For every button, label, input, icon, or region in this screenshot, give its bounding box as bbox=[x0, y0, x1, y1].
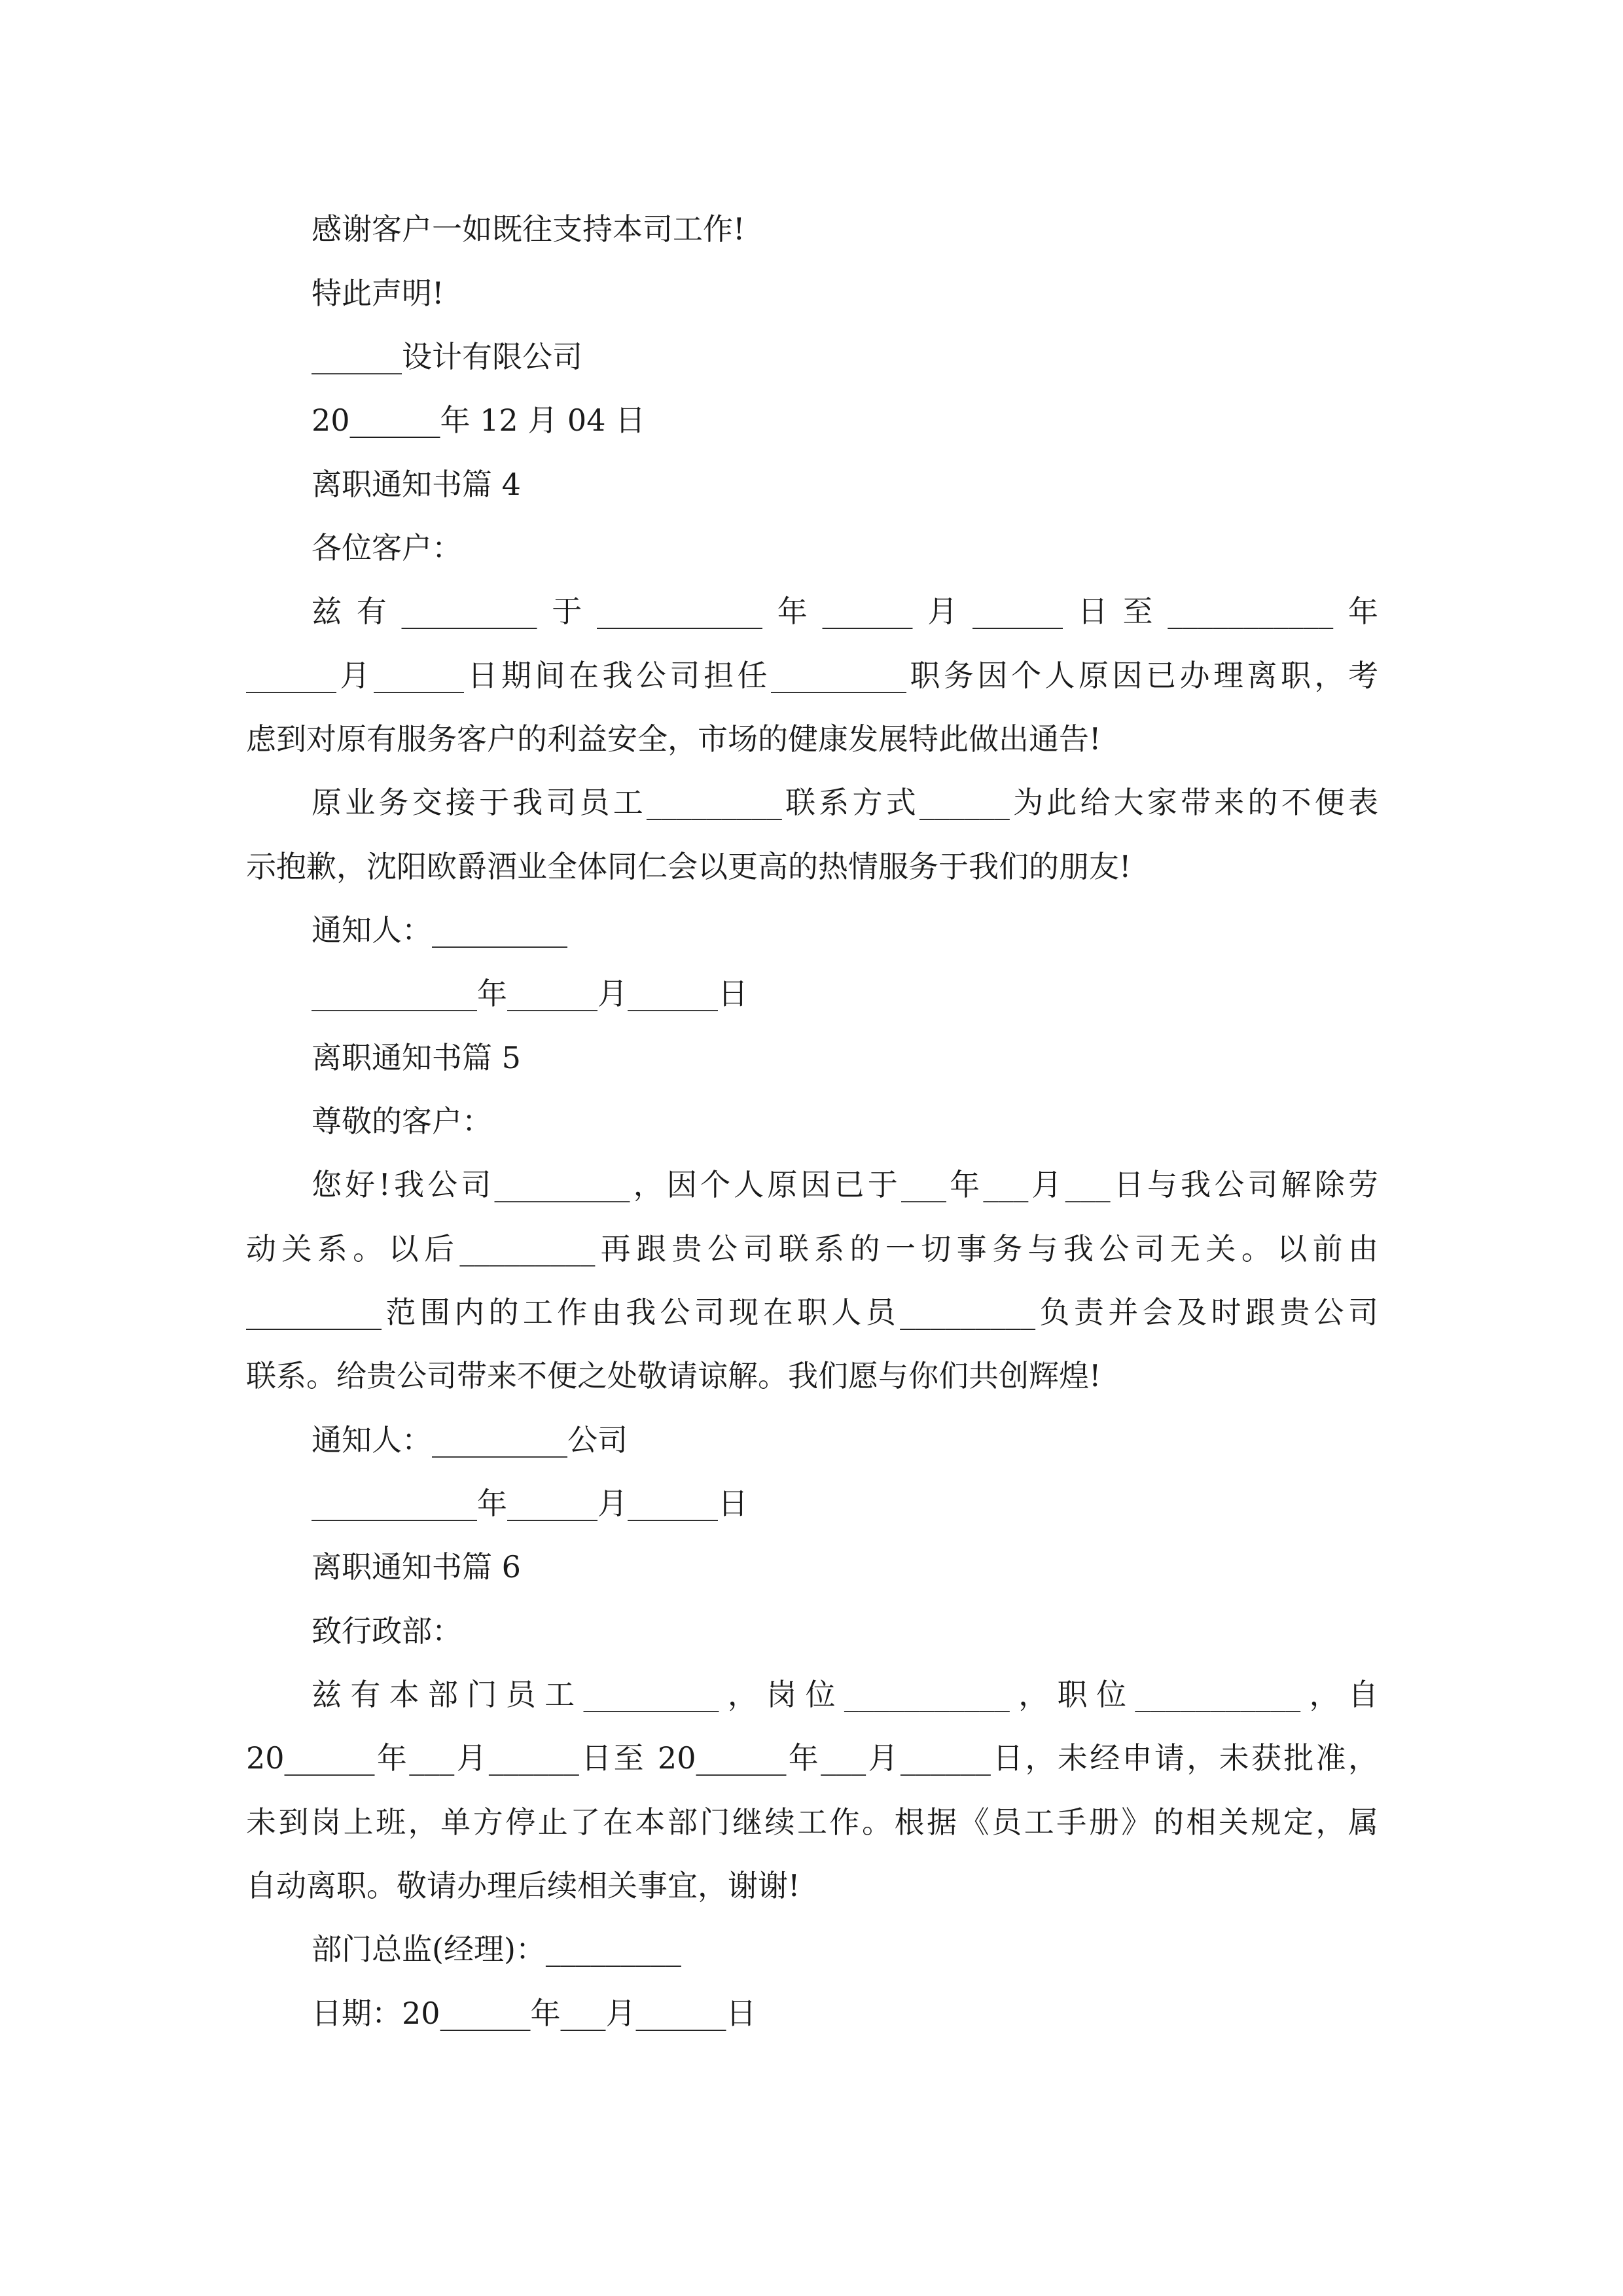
closing-thanks: 感谢客户一如既往支持本司工作! bbox=[312, 211, 745, 247]
paragraph-6-line-2: 20______年___月______日至 20______年___月______日，未经申请，未获批准， bbox=[246, 1740, 1378, 1776]
salutation-5: 尊敬的客户： bbox=[312, 1103, 492, 1139]
salutation-6: 致行政部： bbox=[312, 1613, 462, 1649]
paragraph-5-line-4: 联系。给贵公司带来不便之处敬请谅解。我们愿与你们共创辉煌! bbox=[246, 1358, 1101, 1393]
paragraph-6-line-3: 未到岗上班，单方停止了在本部门继续工作。根据《员工手册》的相关规定，属 bbox=[246, 1804, 1378, 1840]
signature-company: ______设计有限公司 bbox=[312, 339, 582, 374]
department-director: 部门总监(经理)：_________ bbox=[312, 1931, 681, 1967]
notifier-5: 通知人：_________公司 bbox=[312, 1422, 628, 1458]
date-blank-5: ___________年______月______日 bbox=[312, 1486, 748, 1521]
section-title-5: 离职通知书篇 5 bbox=[312, 1040, 521, 1075]
paragraph-4b-line-2: 示抱歉，沈阳欧爵酒业全体同仁会以更高的热情服务于我们的朋友! bbox=[246, 849, 1132, 884]
signature-date: 20______年 12 月 04 日 bbox=[312, 403, 646, 438]
section-title-6: 离职通知书篇 6 bbox=[312, 1549, 521, 1585]
paragraph-5-line-2: 动关系。以后_________再跟贵公司联系的一切事务与我公司无关。以前由 bbox=[246, 1231, 1378, 1266]
paragraph-6-line-4: 自动离职。敬请办理后续相关事宜，谢谢! bbox=[246, 1868, 800, 1903]
paragraph-6-line-1: 兹有本部门员工_________，岗位___________，职位___________，自 bbox=[312, 1677, 1378, 1712]
paragraph-5-line-1: 您好!我公司_________，因个人原因已于___年___月___日与我公司解除劳 bbox=[312, 1167, 1378, 1202]
paragraph-4-line-2: ______月______日期间在我公司担任_________职务因个人原因已办理离职，考 bbox=[246, 658, 1378, 693]
date-line-6: 日期：20______年___月______日 bbox=[312, 1996, 757, 2031]
notifier-4: 通知人：_________ bbox=[312, 912, 567, 948]
salutation-4: 各位客户： bbox=[312, 530, 462, 565]
paragraph-4-line-1: 兹有_________于___________年______月______日至___________年 bbox=[312, 594, 1378, 629]
date-blank-4: ___________年______月______日 bbox=[312, 976, 748, 1011]
paragraph-5-line-3: _________范围内的工作由我公司现在职人员_________负责并会及时跟贵公司 bbox=[246, 1295, 1378, 1330]
closing-declaration: 特此声明! bbox=[312, 276, 444, 311]
paragraph-4b-line-1: 原业务交接于我司员工_________联系方式______为此给大家带来的不便表 bbox=[312, 785, 1378, 820]
section-title-4: 离职通知书篇 4 bbox=[312, 467, 521, 502]
paragraph-4-line-3: 虑到对原有服务客户的利益安全，市场的健康发展特此做出通告! bbox=[246, 721, 1101, 757]
